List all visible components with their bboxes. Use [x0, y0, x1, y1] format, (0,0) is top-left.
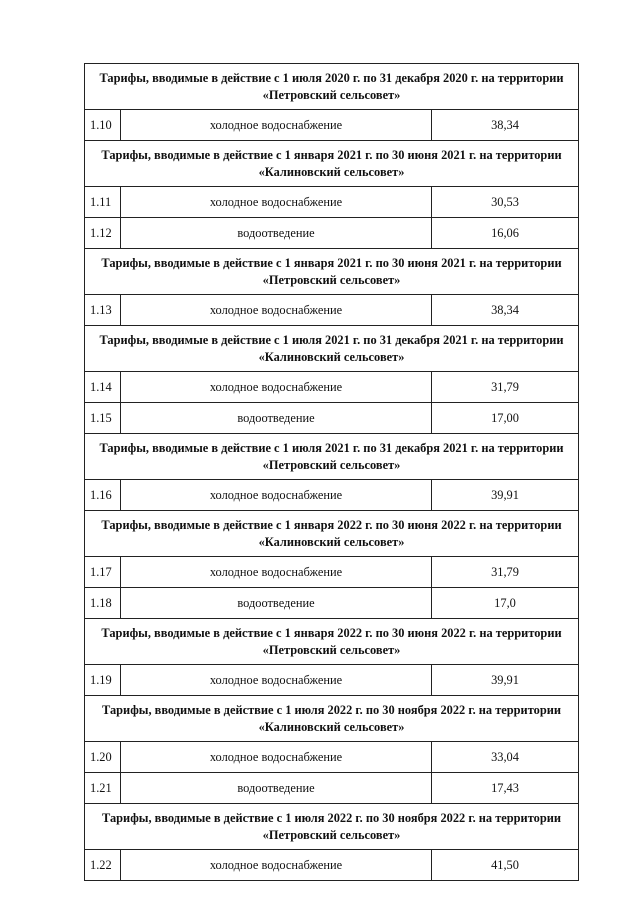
section-title-line2: «Петровский сельсовет»: [262, 827, 401, 842]
section-title-line2: «Петровский сельсовет»: [262, 457, 401, 472]
row-number-cell: 1.17: [85, 557, 121, 588]
tariff-value-cell: 17,00: [432, 403, 579, 434]
service-name-cell: холодное водоснабжение: [121, 480, 432, 511]
table-row: [85, 665, 579, 696]
table-row: [85, 588, 579, 619]
service-name-cell: холодное водоснабжение: [121, 742, 432, 773]
tariff-table-body: [85, 64, 579, 881]
row-number-cell: 1.19: [85, 665, 121, 696]
section-title-line2: «Калиновский сельсовет»: [258, 719, 405, 734]
section-title-line1: Тарифы, вводимые в действие с 1 января 2021 г. по 30 июня 2021 г. на территории: [101, 255, 562, 270]
section-header-row: [85, 434, 579, 480]
section-title: [85, 696, 579, 742]
tariff-value-cell: 39,91: [432, 480, 579, 511]
section-title-line2: «Петровский сельсовет»: [262, 87, 401, 102]
section-title: [85, 141, 579, 187]
section-title: [85, 64, 579, 110]
table-row: [85, 742, 579, 773]
tariff-value-cell: 41,50: [432, 850, 579, 881]
section-title-line2: «Калиновский сельсовет»: [258, 349, 405, 364]
section-header-row: [85, 64, 579, 110]
section-title-line2: «Калиновский сельсовет»: [258, 164, 405, 179]
service-name-cell: холодное водоснабжение: [121, 110, 432, 141]
section-title: [85, 249, 579, 295]
section-title: [85, 326, 579, 372]
service-name-cell: водоотведение: [121, 218, 432, 249]
service-name-cell: водоотведение: [121, 588, 432, 619]
row-number-cell: 1.18: [85, 588, 121, 619]
service-name-cell: холодное водоснабжение: [121, 372, 432, 403]
row-number-cell: 1.13: [85, 295, 121, 326]
section-title-line1: Тарифы, вводимые в действие с 1 июля 2020 г. по 31 декабря 2020 г. на территории: [99, 70, 564, 85]
section-title-line1: Тарифы, вводимые в действие с 1 июля 2021 г. по 31 декабря 2021 г. на территории: [99, 440, 564, 455]
section-title-line2: «Калиновский сельсовет»: [258, 534, 405, 549]
tariff-value-cell: 38,34: [432, 110, 579, 141]
section-title-line1: Тарифы, вводимые в действие с 1 января 2022 г. по 30 июня 2022 г. на территории: [101, 517, 562, 532]
tariff-value-cell: 17,0: [432, 588, 579, 619]
section-header-row: [85, 326, 579, 372]
row-number-cell: 1.14: [85, 372, 121, 403]
table-row: [85, 403, 579, 434]
document-page: [84, 63, 578, 881]
row-number-cell: 1.16: [85, 480, 121, 511]
table-row: [85, 372, 579, 403]
section-title: [85, 804, 579, 850]
table-row: [85, 557, 579, 588]
section-title-line1: Тарифы, вводимые в действие с 1 января 2022 г. по 30 июня 2022 г. на территории: [101, 625, 562, 640]
service-name-cell: холодное водоснабжение: [121, 665, 432, 696]
table-row: [85, 295, 579, 326]
row-number-cell: 1.20: [85, 742, 121, 773]
service-name-cell: холодное водоснабжение: [121, 295, 432, 326]
section-header-row: [85, 511, 579, 557]
service-name-cell: холодное водоснабжение: [121, 850, 432, 881]
service-name-cell: водоотведение: [121, 773, 432, 804]
tariff-value-cell: 31,79: [432, 372, 579, 403]
row-number-cell: 1.21: [85, 773, 121, 804]
section-title-line1: Тарифы, вводимые в действие с 1 июля 2022 г. по 30 ноября 2022 г. на территории: [102, 702, 561, 717]
service-name-cell: холодное водоснабжение: [121, 187, 432, 218]
section-title-line1: Тарифы, вводимые в действие с 1 июля 2021 г. по 31 декабря 2021 г. на территории: [99, 332, 564, 347]
section-title-line1: Тарифы, вводимые в действие с 1 июля 2022 г. по 30 ноября 2022 г. на территории: [102, 810, 561, 825]
table-row: [85, 110, 579, 141]
table-row: [85, 773, 579, 804]
tariff-value-cell: 38,34: [432, 295, 579, 326]
section-title: [85, 434, 579, 480]
tariff-value-cell: 33,04: [432, 742, 579, 773]
tariff-value-cell: 39,91: [432, 665, 579, 696]
table-row: [85, 218, 579, 249]
section-title: [85, 511, 579, 557]
section-title-line2: «Петровский сельсовет»: [262, 272, 401, 287]
table-row: [85, 480, 579, 511]
table-row: [85, 187, 579, 218]
row-number-cell: 1.12: [85, 218, 121, 249]
section-title-line2: «Петровский сельсовет»: [262, 642, 401, 657]
tariff-value-cell: 17,43: [432, 773, 579, 804]
tariff-value-cell: 30,53: [432, 187, 579, 218]
section-title-line1: Тарифы, вводимые в действие с 1 января 2021 г. по 30 июня 2021 г. на территории: [101, 147, 562, 162]
table-row: [85, 850, 579, 881]
tariff-value-cell: 31,79: [432, 557, 579, 588]
row-number-cell: 1.15: [85, 403, 121, 434]
section-title: [85, 619, 579, 665]
tariff-value-cell: 16,06: [432, 218, 579, 249]
section-header-row: [85, 249, 579, 295]
row-number-cell: 1.10: [85, 110, 121, 141]
service-name-cell: водоотведение: [121, 403, 432, 434]
section-header-row: [85, 696, 579, 742]
row-number-cell: 1.11: [85, 187, 121, 218]
tariff-table: [84, 63, 579, 881]
section-header-row: [85, 804, 579, 850]
section-header-row: [85, 619, 579, 665]
row-number-cell: 1.22: [85, 850, 121, 881]
service-name-cell: холодное водоснабжение: [121, 557, 432, 588]
section-header-row: [85, 141, 579, 187]
